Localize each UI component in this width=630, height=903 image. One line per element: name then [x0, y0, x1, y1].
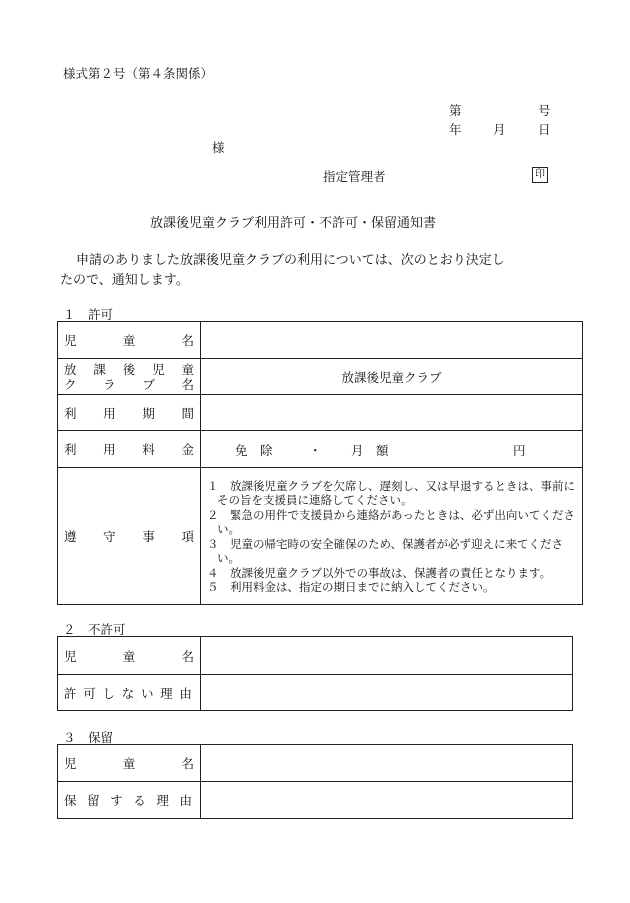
document-title: 放課後児童クラブ利用許可・不許可・保留通知書 [150, 216, 437, 231]
deny-reason-field[interactable] [201, 675, 573, 711]
hold-child-name-label: 児 童 名 [58, 745, 201, 782]
club-name-field[interactable]: 放課後児童クラブ [201, 359, 583, 395]
child-name-label: 児 童 名 [58, 322, 201, 359]
seal-mark: 印 [532, 167, 548, 183]
permit-table [57, 321, 583, 605]
rule-item: ５ 利用料金は、指定の期日までに納入してください。 [207, 580, 495, 594]
hold-reason-label: 保 留 す る 理 由 [58, 782, 201, 819]
fee-label: 利 用 料 金 [58, 431, 201, 468]
fee-separator: ・ [309, 443, 322, 458]
fee-yen: 円 [513, 443, 526, 458]
child-name-field[interactable] [201, 322, 583, 359]
recipient-suffix: 様 [212, 140, 225, 155]
deny-reason-label: 許 可 し な い 理 由 [58, 675, 201, 711]
intro-line-1: 申請のありました放課後児童クラブの利用については、次のとおり決定し [76, 253, 505, 268]
rule-item: ２ 緊急の用件で支援員から連絡があったときは、必ず出向いてください。 [207, 507, 575, 536]
deny-table [57, 636, 573, 711]
deny-child-name-field[interactable] [201, 637, 573, 675]
section-permit-heading: １ 許可 [63, 307, 114, 322]
date-day: 日 [538, 122, 551, 137]
date-month: 月 [493, 122, 506, 137]
form-number: 様式第２号（第４条関係） [63, 66, 214, 81]
period-field[interactable] [201, 395, 583, 431]
period-label: 利 用 期 間 [58, 395, 201, 431]
date-year: 年 [449, 122, 462, 137]
hold-table [57, 744, 573, 819]
rule-item: ４ 放課後児童クラブ以外での事故は、保護者の責任となります。 [207, 565, 552, 580]
rule-item: ３ 児童の帰宅時の安全確保のため、保護者が必ず迎えに来てください。 [207, 536, 564, 565]
sender-label: 指定管理者 [323, 169, 386, 184]
section-hold-heading: ３ 保留 [63, 730, 114, 745]
fee-monthly: 月 額 [351, 443, 389, 458]
rules-list [201, 468, 583, 605]
hold-reason-field[interactable] [201, 782, 573, 819]
intro-line-2: たので、通知します。 [60, 273, 189, 288]
hold-child-name-field[interactable] [201, 745, 573, 782]
document-number-suffix: 号 [538, 103, 551, 118]
deny-child-name-label: 児 童 名 [58, 637, 201, 675]
rules-label: 遵 守 事 項 [58, 468, 201, 605]
section-deny-heading: ２ 不許可 [63, 622, 126, 637]
club-name-label: 放 課 後 児 童 ク ラ ブ 名 [58, 359, 201, 395]
rule-item: １ 放課後児童クラブを欠席し、遅刻し、又は早退するときは、事前にその旨を支援員に連絡してください。 [207, 478, 575, 507]
document-number-prefix: 第 [449, 103, 462, 118]
fee-field[interactable] [201, 431, 583, 468]
fee-exempt: 免 除 [235, 443, 273, 458]
